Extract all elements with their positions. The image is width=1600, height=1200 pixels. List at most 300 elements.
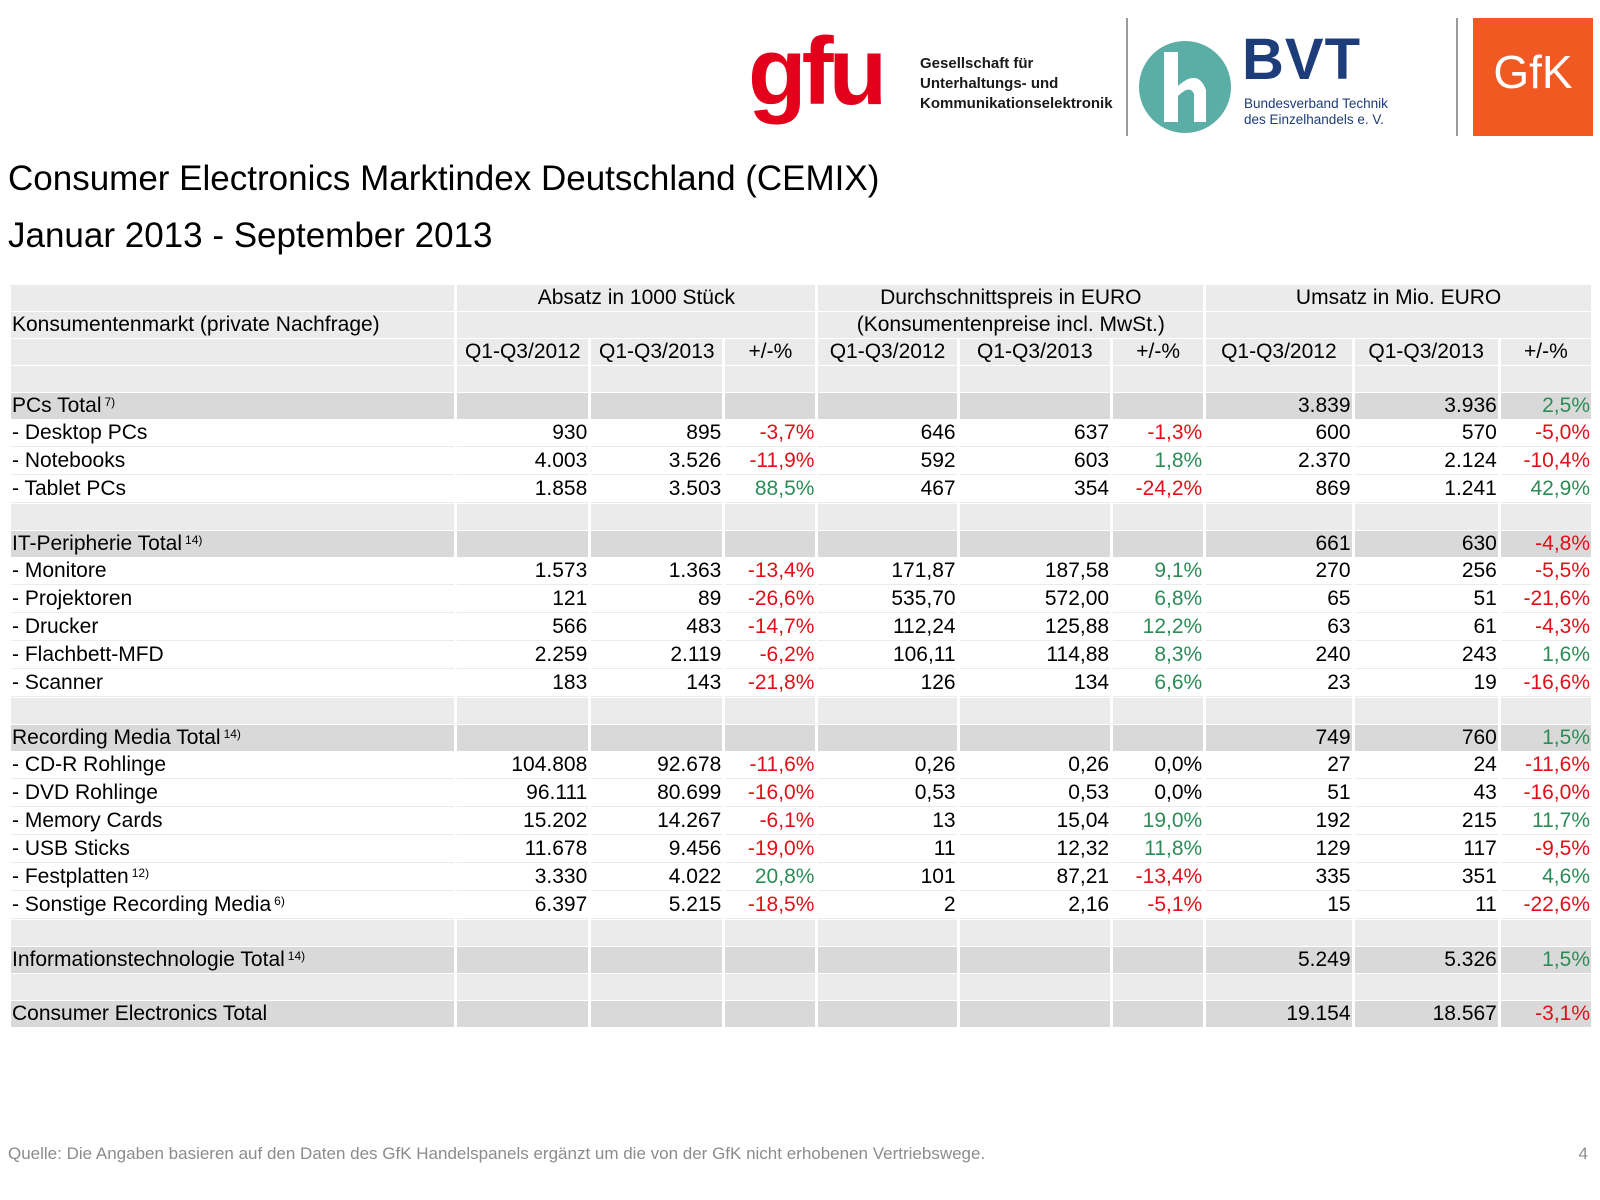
- value-cell: 183: [457, 670, 588, 697]
- row-label-text: PCs Total: [12, 394, 102, 417]
- change-cell: -5,5%: [1501, 558, 1591, 585]
- value-cell: 51: [1206, 780, 1351, 807]
- value-cell: 87,21: [960, 864, 1110, 891]
- change-cell: 11,7%: [1501, 808, 1591, 835]
- empty-cell: [1113, 725, 1203, 751]
- spacer-cell: [818, 920, 956, 946]
- column-header: Q1-Q3/2013: [591, 339, 722, 365]
- change-cell: 88,5%: [725, 476, 815, 503]
- value-cell: 43: [1355, 780, 1498, 807]
- change-cell: -16,0%: [1501, 780, 1591, 807]
- spacer-cell: [11, 974, 454, 1000]
- bvt-logo-wordmark: BVT: [1242, 27, 1361, 92]
- value-cell: 15,04: [960, 808, 1110, 835]
- value-cell: 354: [960, 476, 1110, 503]
- value-cell: 5.215: [591, 892, 722, 919]
- column-header: Q1-Q3/2013: [1355, 339, 1498, 365]
- change-cell: -4,8%: [1501, 531, 1591, 557]
- spacer-cell: [1501, 920, 1591, 946]
- empty-cell: [1113, 393, 1203, 419]
- change-cell: -16,0%: [725, 780, 815, 807]
- value-cell: 12,32: [960, 836, 1110, 863]
- value-cell: 192: [1206, 808, 1351, 835]
- value-cell: 5.326: [1355, 947, 1498, 973]
- spacer-cell: [1355, 698, 1498, 724]
- spacer-cell: [1113, 698, 1203, 724]
- value-cell: 63: [1206, 614, 1351, 641]
- value-cell: 335: [1206, 864, 1351, 891]
- value-cell: 2.119: [591, 642, 722, 669]
- row-label-text: - CD-R Rohlinge: [12, 753, 167, 776]
- value-cell: 3.839: [1206, 393, 1351, 419]
- spacer-cell: [1355, 974, 1498, 1000]
- footnote-marker: 14): [223, 727, 241, 741]
- change-cell: -11,6%: [1501, 752, 1591, 779]
- value-cell: 1.363: [591, 558, 722, 585]
- table-row: [11, 836, 1591, 863]
- value-cell: 570: [1355, 420, 1498, 447]
- spacer-cell: [1355, 366, 1498, 392]
- change-cell: -4,3%: [1501, 614, 1591, 641]
- value-cell: 65: [1206, 586, 1351, 613]
- spacer-cell: [1355, 920, 1498, 946]
- change-cell: -14,7%: [725, 614, 815, 641]
- value-cell: 19.154: [1206, 1001, 1351, 1027]
- change-cell: 42,9%: [1501, 476, 1591, 503]
- value-cell: 61: [1355, 614, 1498, 641]
- spacer-cell: [457, 974, 588, 1000]
- value-cell: 117: [1355, 836, 1498, 863]
- spacer-cell: [725, 698, 815, 724]
- spacer-cell: [725, 366, 815, 392]
- market-label: Konsumentenmarkt (private Nachfrage): [11, 312, 454, 338]
- value-cell: 89: [591, 586, 722, 613]
- value-cell: 2.259: [457, 642, 588, 669]
- value-cell: 646: [818, 420, 956, 447]
- value-cell: 467: [818, 476, 956, 503]
- change-cell: -24,2%: [1113, 476, 1203, 503]
- spacer-cell: [1113, 974, 1203, 1000]
- spacer-cell: [1501, 504, 1591, 530]
- change-cell: 8,3%: [1113, 642, 1203, 669]
- row-label-text: - Notebooks: [12, 449, 126, 472]
- value-cell: 5.249: [1206, 947, 1351, 973]
- table-row: [11, 614, 1591, 641]
- gfk-logo-wordmark: GfK: [1493, 46, 1573, 98]
- value-cell: 4.022: [591, 864, 722, 891]
- row-label: [11, 1001, 454, 1027]
- table-row: [11, 752, 1591, 779]
- spacer-cell: [591, 366, 722, 392]
- spacer-cell: [960, 366, 1110, 392]
- spacer-cell: [1501, 366, 1591, 392]
- change-cell: 1,5%: [1501, 947, 1591, 973]
- value-cell: 603: [960, 448, 1110, 475]
- row-label: [11, 808, 454, 835]
- spacer-cell: [1206, 974, 1351, 1000]
- row-label: [11, 531, 454, 557]
- value-cell: 51: [1355, 586, 1498, 613]
- empty-cell: [818, 393, 956, 419]
- value-cell: 11: [818, 836, 956, 863]
- change-cell: -9,5%: [1501, 836, 1591, 863]
- value-cell: 566: [457, 614, 588, 641]
- gfu-logo: [748, 18, 1118, 125]
- change-cell: -26,6%: [725, 586, 815, 613]
- footnote-marker: 12): [131, 866, 150, 880]
- spacer-row: [11, 920, 1591, 946]
- spacer-cell: [1501, 974, 1591, 1000]
- bvt-symbol-icon: [1136, 38, 1234, 136]
- header-empty-cell: [457, 312, 815, 338]
- page-subtitle: Januar 2013 - September 2013: [8, 216, 493, 255]
- value-cell: 171,87: [818, 558, 956, 585]
- value-cell: 15: [1206, 892, 1351, 919]
- value-cell: 3.330: [457, 864, 588, 891]
- empty-cell: [725, 393, 815, 419]
- value-cell: 0,26: [960, 752, 1110, 779]
- section-total-row: [11, 1001, 1591, 1027]
- change-cell: -5,1%: [1113, 892, 1203, 919]
- spacer-cell: [591, 920, 722, 946]
- empty-cell: [818, 725, 956, 751]
- empty-cell: [725, 1001, 815, 1027]
- value-cell: 592: [818, 448, 956, 475]
- table-row: [11, 780, 1591, 807]
- change-cell: 1,5%: [1501, 725, 1591, 751]
- gfu-logo-wordmark: gfu: [748, 18, 883, 125]
- value-cell: 0,53: [818, 780, 956, 807]
- column-header: +/-%: [725, 339, 815, 365]
- header-empty-cell: [11, 285, 454, 311]
- spacer-cell: [818, 974, 956, 1000]
- spacer-cell: [11, 920, 454, 946]
- footnote-marker: 14): [185, 533, 203, 547]
- table-row: [11, 670, 1591, 697]
- spacer-cell: [457, 504, 588, 530]
- umsatz-header: Umsatz in Mio. EURO: [1206, 285, 1591, 311]
- value-cell: 104.808: [457, 752, 588, 779]
- empty-cell: [457, 393, 588, 419]
- table-row: [11, 642, 1591, 669]
- value-cell: 187,58: [960, 558, 1110, 585]
- value-cell: 106,11: [818, 642, 956, 669]
- change-cell: -16,6%: [1501, 670, 1591, 697]
- change-cell: -22,6%: [1501, 892, 1591, 919]
- column-header: +/-%: [1113, 339, 1203, 365]
- value-cell: 19: [1355, 670, 1498, 697]
- value-cell: 1.573: [457, 558, 588, 585]
- empty-cell: [457, 531, 588, 557]
- spacer-cell: [1113, 504, 1203, 530]
- row-label: [11, 614, 454, 641]
- value-cell: 0,26: [818, 752, 956, 779]
- spacer-cell: [457, 698, 588, 724]
- table-row: [11, 420, 1591, 447]
- row-label: [11, 670, 454, 697]
- absatz-header: Absatz in 1000 Stück: [457, 285, 815, 311]
- spacer-cell: [1206, 366, 1351, 392]
- spacer-cell: [725, 504, 815, 530]
- row-label-text: IT-Peripherie Total: [12, 532, 183, 555]
- row-label-text: - Projektoren: [12, 587, 133, 610]
- row-label: [11, 393, 454, 419]
- spacer-cell: [11, 698, 454, 724]
- spacer-cell: [960, 920, 1110, 946]
- empty-cell: [960, 725, 1110, 751]
- preis-note: (Konsumentenpreise incl. MwSt.): [818, 312, 1203, 338]
- row-label: [11, 892, 454, 919]
- empty-cell: [725, 947, 815, 973]
- value-cell: 895: [591, 420, 722, 447]
- value-cell: 6.397: [457, 892, 588, 919]
- spacer-cell: [818, 698, 956, 724]
- gfk-logo: [1473, 18, 1593, 136]
- spacer-cell: [818, 504, 956, 530]
- empty-cell: [457, 1001, 588, 1027]
- value-cell: 92.678: [591, 752, 722, 779]
- value-cell: 535,70: [818, 586, 956, 613]
- change-cell: 4,6%: [1501, 864, 1591, 891]
- value-cell: 112,24: [818, 614, 956, 641]
- row-label-text: - Flachbett-MFD: [12, 643, 164, 666]
- change-cell: 1,8%: [1113, 448, 1203, 475]
- row-label-text: - DVD Rohlinge: [12, 781, 158, 804]
- change-cell: -6,2%: [725, 642, 815, 669]
- row-label-text: Informationstechnologie Total: [12, 948, 285, 971]
- row-label: [11, 725, 454, 751]
- change-cell: 2,5%: [1501, 393, 1591, 419]
- section-total-row: [11, 531, 1591, 557]
- change-cell: 11,8%: [1113, 836, 1203, 863]
- column-header: Q1-Q3/2012: [1206, 339, 1351, 365]
- table-row: [11, 586, 1591, 613]
- section-total-row: [11, 947, 1591, 973]
- row-label-text: - Festplatten: [12, 865, 129, 888]
- gfu-tagline-line: Gesellschaft für: [920, 55, 1034, 72]
- spacer-cell: [1206, 504, 1351, 530]
- value-cell: 3.503: [591, 476, 722, 503]
- change-cell: -19,0%: [725, 836, 815, 863]
- table-row: [11, 892, 1591, 919]
- change-cell: -21,8%: [725, 670, 815, 697]
- empty-cell: [591, 531, 722, 557]
- spacer-cell: [457, 920, 588, 946]
- value-cell: 1.241: [1355, 476, 1498, 503]
- value-cell: 18.567: [1355, 1001, 1498, 1027]
- row-label: [11, 586, 454, 613]
- value-cell: 4.003: [457, 448, 588, 475]
- value-cell: 114,88: [960, 642, 1110, 669]
- gfu-logo-tagline: [920, 54, 1120, 114]
- value-cell: 101: [818, 864, 956, 891]
- page-title: Consumer Electronics Marktindex Deutschland (CEMIX): [8, 159, 880, 198]
- spacer-cell: [1501, 698, 1591, 724]
- footnote-marker: 6): [274, 894, 285, 908]
- change-cell: 9,1%: [1113, 558, 1203, 585]
- column-header: Q1-Q3/2013: [960, 339, 1110, 365]
- value-cell: 2.124: [1355, 448, 1498, 475]
- empty-cell: [725, 531, 815, 557]
- change-cell: 1,6%: [1501, 642, 1591, 669]
- change-cell: -1,3%: [1113, 420, 1203, 447]
- spacer-row: [11, 504, 1591, 530]
- change-cell: -10,4%: [1501, 448, 1591, 475]
- table-row: [11, 476, 1591, 503]
- cemix-table: [8, 284, 1594, 1028]
- change-cell: 6,6%: [1113, 670, 1203, 697]
- value-cell: 13: [818, 808, 956, 835]
- change-cell: -6,1%: [725, 808, 815, 835]
- spacer-cell: [960, 504, 1110, 530]
- header-empty-cell: [11, 339, 454, 365]
- table-row: [11, 558, 1591, 585]
- change-cell: -21,6%: [1501, 586, 1591, 613]
- bvt-tagline-line: des Einzelhandels e. V.: [1244, 112, 1384, 127]
- value-cell: 1.858: [457, 476, 588, 503]
- spacer-cell: [960, 698, 1110, 724]
- empty-cell: [960, 531, 1110, 557]
- empty-cell: [725, 725, 815, 751]
- value-cell: 80.699: [591, 780, 722, 807]
- value-cell: 27: [1206, 752, 1351, 779]
- change-cell: 19,0%: [1113, 808, 1203, 835]
- row-label: [11, 780, 454, 807]
- empty-cell: [1113, 947, 1203, 973]
- value-cell: 96.111: [457, 780, 588, 807]
- empty-cell: [591, 725, 722, 751]
- empty-cell: [960, 1001, 1110, 1027]
- change-cell: 20,8%: [725, 864, 815, 891]
- change-cell: 0,0%: [1113, 780, 1203, 807]
- spacer-cell: [1206, 698, 1351, 724]
- column-header: Q1-Q3/2012: [818, 339, 956, 365]
- column-header-row: [11, 339, 1591, 365]
- bvt-logo-tagline: [1244, 96, 1388, 128]
- value-cell: 11.678: [457, 836, 588, 863]
- spacer-cell: [1355, 504, 1498, 530]
- value-cell: 143: [591, 670, 722, 697]
- row-label: [11, 642, 454, 669]
- spacer-cell: [591, 698, 722, 724]
- row-label: [11, 448, 454, 475]
- change-cell: -5,0%: [1501, 420, 1591, 447]
- empty-cell: [591, 947, 722, 973]
- spacer-cell: [1206, 920, 1351, 946]
- value-cell: 243: [1355, 642, 1498, 669]
- value-cell: 256: [1355, 558, 1498, 585]
- market-label-row: [11, 312, 1591, 338]
- value-cell: 121: [457, 586, 588, 613]
- empty-cell: [960, 393, 1110, 419]
- value-cell: 129: [1206, 836, 1351, 863]
- footnote-marker: 14): [287, 949, 306, 963]
- row-label-text: Recording Media Total: [12, 726, 221, 749]
- value-cell: 126: [818, 670, 956, 697]
- row-label: [11, 836, 454, 863]
- section-total-row: [11, 725, 1591, 751]
- row-label: [11, 864, 454, 891]
- empty-cell: [818, 1001, 956, 1027]
- empty-cell: [818, 531, 956, 557]
- row-label: [11, 420, 454, 447]
- change-cell: 0,0%: [1113, 752, 1203, 779]
- empty-cell: [457, 725, 588, 751]
- table-row: [11, 448, 1591, 475]
- logo-bar: [0, 8, 1592, 130]
- source-note: Quelle: Die Angaben basieren auf den Daten des GfK Handelspanels ergänzt um die von der GfK nicht erhobenen Vertriebswege.: [8, 1144, 986, 1163]
- section-total-row: [11, 393, 1591, 419]
- value-cell: 215: [1355, 808, 1498, 835]
- table-row: [11, 864, 1591, 891]
- group-header-row: [11, 285, 1591, 311]
- logo-divider: [1126, 18, 1128, 136]
- row-label-text: - Tablet PCs: [12, 477, 126, 500]
- spacer-row: [11, 366, 1591, 392]
- spacer-cell: [818, 366, 956, 392]
- table-body: [11, 285, 1591, 1027]
- preis-header: Durchschnittspreis in EURO: [818, 285, 1203, 311]
- row-label: [11, 947, 454, 973]
- column-header: +/-%: [1501, 339, 1591, 365]
- row-label: [11, 752, 454, 779]
- row-label-text: - Sonstige Recording Media: [12, 893, 272, 916]
- empty-cell: [1113, 531, 1203, 557]
- value-cell: 351: [1355, 864, 1498, 891]
- change-cell: 6,8%: [1113, 586, 1203, 613]
- value-cell: 24: [1355, 752, 1498, 779]
- change-cell: -13,4%: [725, 558, 815, 585]
- row-label-text: Consumer Electronics Total: [12, 1002, 268, 1025]
- value-cell: 15.202: [457, 808, 588, 835]
- value-cell: 630: [1355, 531, 1498, 557]
- empty-cell: [1113, 1001, 1203, 1027]
- value-cell: 125,88: [960, 614, 1110, 641]
- value-cell: 930: [457, 420, 588, 447]
- change-cell: 12,2%: [1113, 614, 1203, 641]
- spacer-cell: [1113, 920, 1203, 946]
- row-label-text: - Monitore: [12, 559, 107, 582]
- spacer-cell: [457, 366, 588, 392]
- value-cell: 2,16: [960, 892, 1110, 919]
- change-cell: -13,4%: [1113, 864, 1203, 891]
- value-cell: 11: [1355, 892, 1498, 919]
- spacer-cell: [11, 504, 454, 530]
- page-number: 4: [1578, 1144, 1588, 1163]
- change-cell: -3,1%: [1501, 1001, 1591, 1027]
- header-empty-cell: [1206, 312, 1591, 338]
- spacer-cell: [725, 974, 815, 1000]
- spacer-cell: [1113, 366, 1203, 392]
- spacer-cell: [11, 366, 454, 392]
- empty-cell: [591, 393, 722, 419]
- value-cell: 749: [1206, 725, 1351, 751]
- row-label-text: - Scanner: [12, 671, 104, 694]
- spacer-cell: [591, 504, 722, 530]
- row-label: [11, 558, 454, 585]
- footnote-marker: 7): [104, 395, 116, 409]
- bvt-logo: [1136, 27, 1466, 138]
- empty-cell: [960, 947, 1110, 973]
- value-cell: 760: [1355, 725, 1498, 751]
- column-header: Q1-Q3/2012: [457, 339, 588, 365]
- change-cell: -18,5%: [725, 892, 815, 919]
- value-cell: 134: [960, 670, 1110, 697]
- change-cell: -11,9%: [725, 448, 815, 475]
- spacer-cell: [960, 974, 1110, 1000]
- value-cell: 572,00: [960, 586, 1110, 613]
- value-cell: 637: [960, 420, 1110, 447]
